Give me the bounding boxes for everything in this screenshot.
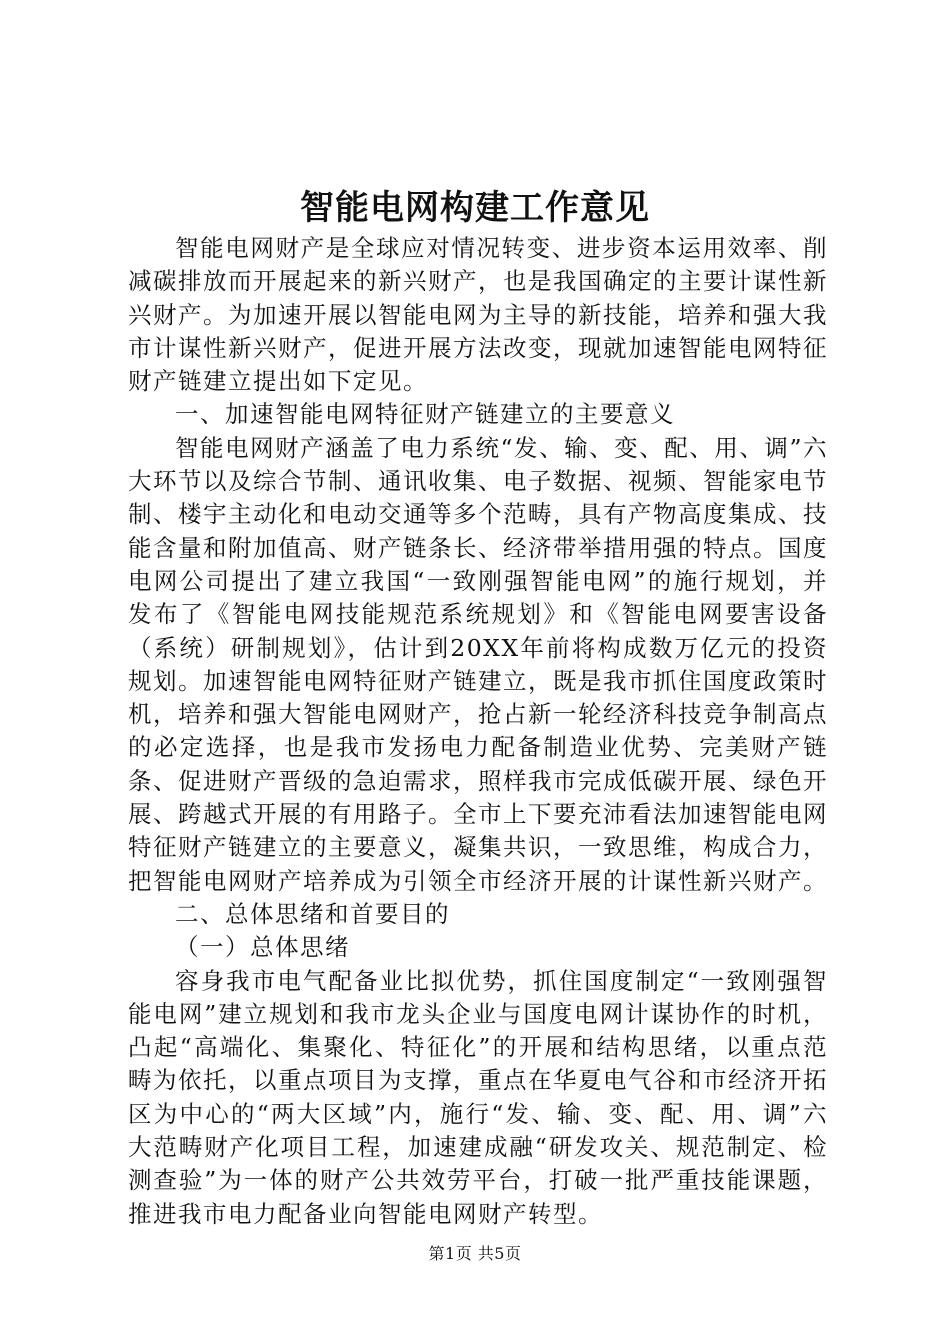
page-footer: 第1页 共5页 (428, 1244, 522, 1263)
section-1-paragraph: 智能电网财产涵盖了电力系统“发、输、变、配、用、调”六大环节以及综合节制、通讯收集、电子数据、视频、智能家电节制、楼宇主动化和电动交通等多个范畴，具有产物高度集成、技能含量和附加值高、财产链条长、经济带举措用强的特点。国度电网公司提出了建立我国“一致刚强智能电网”的施行规划，并发布了《智能电网技能规范系统规划》和《智能电网要害设备（系统）研制规划》，估计到20XX年前将构成数万亿元的投资规划。加速智能电网特征财产链建立，既是我市抓住国度政策时机，培养和强大智能电网财产，抢占新一轮经济科技竞争制高点的必定选择，也是我市发扬电力配备制造业优势、完美财产链条、促进财产晋级的急迫需求，照样我市完成低碳开展、绿色开展、跨越式开展的有用路子。全市上下要充沛看法加速智能电网特征财产链建立的主要意义，凝集共识，一致思维，构成合力，把智能电网财产培养成为引领全市经济开展的计谋性新兴财产。 (128, 433, 828, 895)
section-heading-1: 一、加速智能电网特征财产链建立的主要意义 (175, 400, 675, 429)
document-title: 智能电网构建工作意见 (300, 188, 650, 228)
subsection-heading-1: （一）总体思绪 (175, 933, 350, 962)
subsection-1-paragraph: 容身我市电气配备业比拟优势，抓住国度制定“一致刚强智能电网”建立规划和我市龙头企业与国度电网计谋协作的时机，凸起“高端化、集聚化、特征化”的开展和结构思绪，以重点范畴为依托，以重点项目为支撑，重点在华夏电气谷和市经济开拓区为中心的“两大区域”内，施行“发、输、变、配、用、调”六大范畴财产化项目工程，加速建成融“研发攻关、规范制定、检测查验”为一体的财产公共效劳平台，打破一批严重技能课题，推进我市电力配备业向智能电网财产转型。 (128, 966, 828, 1228)
section-heading-2: 二、总体思绪和首要目的 (175, 899, 450, 928)
intro-paragraph: 智能电网财产是全球应对情况转变、进步资本运用效率、削减碳排放而开展起来的新兴财产，也是我国确定的主要计谋性新兴财产。为加速开展以智能电网为主导的新技能，培养和强大我市计谋性新兴财产，促进开展方法改变，现就加速智能电网特征财产链建立提出如下定见。 (128, 234, 828, 396)
document-body (128, 232, 828, 1231)
